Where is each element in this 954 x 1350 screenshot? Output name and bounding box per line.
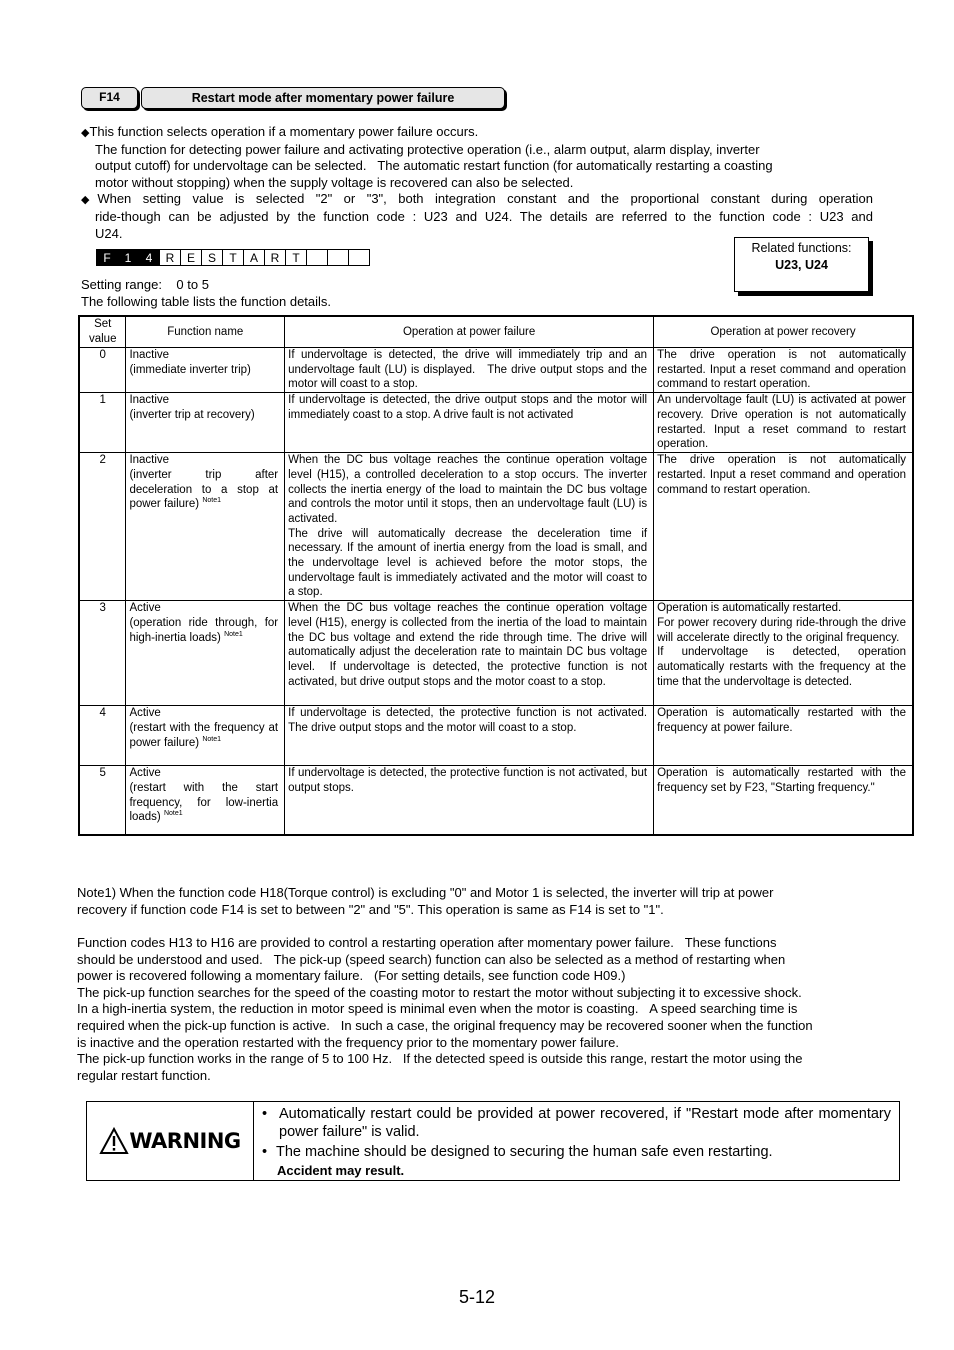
function-name-line2 bbox=[129, 721, 278, 750]
function-name-line1: Inactive bbox=[129, 454, 170, 467]
power-recovery-text-2: For power recovery during ride-through the drive will accelerate directly to the original frequency. If undervoltage is detected, operation automatically restarts with the frequency at the time that the undervoltage is detected. bbox=[657, 616, 906, 688]
lcd-cell: 4 bbox=[138, 249, 160, 266]
note1-line1: Note1) When the function code H18(Torque control) is excluding "0" and Motor 1 is selected, the inverter will trip at power bbox=[77, 885, 774, 900]
warning-triangle-icon bbox=[99, 1127, 129, 1155]
warning-subtext: Accident may result. bbox=[277, 1162, 405, 1178]
table-row bbox=[79, 393, 913, 453]
related-functions-label: Related functions: bbox=[751, 241, 852, 255]
lcd-cell bbox=[306, 249, 328, 266]
intro-bullet2-line2: ride-though can be adjusted by the function code : U23 and U24. The details are referred to the function code : U23 and bbox=[95, 208, 873, 224]
function-name-cell bbox=[126, 453, 285, 601]
note-mark: Note1 bbox=[202, 735, 221, 743]
note-mark: Note1 bbox=[202, 497, 221, 505]
lcd-cell bbox=[327, 249, 349, 266]
function-name-line1: Active bbox=[129, 767, 161, 780]
notes-section bbox=[77, 885, 897, 918]
power-failure-cell: If undervoltage is detected, the drive output stops and the motor will immediately coast to a stop. A drive fault is not activated bbox=[285, 393, 654, 453]
function-name-line1: Active bbox=[129, 707, 161, 720]
function-name-line2: (inverter trip at recovery) bbox=[129, 408, 255, 421]
warning-item bbox=[262, 1106, 891, 1141]
warning-content bbox=[254, 1102, 899, 1180]
note-mark: Note1 bbox=[163, 810, 183, 818]
set-value-cell: 2 bbox=[79, 453, 126, 601]
function-name-line1: Active bbox=[129, 602, 161, 615]
function-name-cell bbox=[126, 348, 285, 393]
function-name-line2: (immediate inverter trip) bbox=[129, 363, 251, 376]
lcd-cell: E bbox=[180, 249, 202, 266]
warning-box bbox=[86, 1101, 900, 1181]
function-name-cell bbox=[126, 706, 285, 766]
header-operation-power-recovery: Operation at power recovery bbox=[654, 316, 913, 348]
function-name-line2 bbox=[129, 468, 278, 512]
table-row bbox=[79, 766, 913, 835]
p3-line2: regular restart function. bbox=[77, 1067, 211, 1083]
bullet-icon: • bbox=[262, 1144, 268, 1160]
header-set-value: Set value bbox=[79, 316, 126, 348]
function-name-line2 bbox=[129, 781, 278, 825]
function-name-line2 bbox=[129, 616, 278, 645]
note-mark: Note1 bbox=[224, 630, 243, 638]
table-header-row bbox=[79, 316, 913, 348]
function-name-cell bbox=[126, 601, 285, 706]
intro-section bbox=[81, 124, 873, 242]
lcd-cell: T bbox=[222, 249, 244, 266]
warning-sign bbox=[99, 1127, 240, 1155]
lcd-cell bbox=[348, 249, 370, 266]
power-recovery-text: Operation is automatically restarted. bbox=[657, 602, 842, 615]
function-name-text: (inverter trip after deceleration to a stop at power failure) bbox=[129, 468, 279, 511]
warning-label-cell bbox=[87, 1102, 254, 1180]
warning-item-text: The machine should be designed to securing the human safe even restarting. bbox=[276, 1144, 773, 1160]
function-code-label: F14 bbox=[81, 87, 138, 109]
power-recovery-cell: The drive operation is not automatically restarted. Input a reset command and operation command to restart operation. bbox=[654, 453, 913, 601]
table-row bbox=[79, 706, 913, 766]
function-name-text: (operation ride through, for high-inertia loads) bbox=[129, 616, 279, 644]
warning-item-text: Automatically restart could be provided at power recovered, if "Restart mode after momentary power failure" is valid. bbox=[279, 1106, 891, 1140]
function-details-table bbox=[78, 315, 914, 836]
power-recovery-cell: Operation is automatically restarted with the frequency set by F23, "Starting frequency." bbox=[654, 766, 913, 835]
diamond-bullet-icon: ◆ bbox=[81, 194, 98, 207]
intro-bullet2-line3: U24. bbox=[95, 225, 123, 241]
power-recovery-cell: Operation is automatically restarted with the frequency at power failure. bbox=[654, 706, 913, 766]
lcd-cell: R bbox=[264, 249, 286, 266]
set-value-cell: 3 bbox=[79, 601, 126, 706]
function-name-text: (restart with the start frequency, for low-inertia loads) bbox=[129, 781, 279, 824]
table-intro: The following table lists the function details. bbox=[81, 294, 332, 309]
p2-line3: required when the pick-up function is active. In such a case, the original frequency may be recovered sooner when the function bbox=[77, 1017, 813, 1033]
page-number: 5-12 bbox=[459, 1287, 496, 1307]
p3-line1: The pick-up function works in the range of 5 to 100 Hz. If the detected speed is outside this range, restart the motor using the bbox=[77, 1051, 803, 1067]
intro-bullet1-line3: output cutoff) for undervoltage can be selected. The automatic restart function (for automatically restarting a coasting bbox=[95, 158, 773, 174]
power-failure-text-2: The drive will automatically decrease the deceleration time if necessary. If the amount of inertia energy from the load is small, and the undervoltage level is achieved before the motor stops, the undervoltage fault is immediately activated and the motor will coast to a stop. bbox=[288, 527, 648, 599]
p2-line2: In a high-inertia system, the reduction in motor speed is minimal even when the motor is coasting. A speed searching time is bbox=[77, 1001, 798, 1017]
function-name-text: (restart with the frequency at power failure) bbox=[129, 721, 279, 749]
p1-line1: Function codes H13 to H16 are provided to control a restarting operation after momentary power failure. These functions bbox=[77, 935, 777, 950]
p1-line2: should be understood and used. The pick-up (speed search) function can also be selected as a method of restarting when bbox=[77, 951, 786, 967]
table-row bbox=[79, 348, 913, 393]
header-operation-power-failure: Operation at power failure bbox=[285, 316, 654, 348]
power-recovery-cell: An undervoltage fault (LU) is activated at power recovery. Drive operation is not automatically restarted. Input a reset command to restart operation. bbox=[654, 393, 913, 453]
bullet-icon: • bbox=[262, 1106, 268, 1122]
lcd-cell: 1 bbox=[117, 249, 139, 266]
function-name-cell bbox=[126, 393, 285, 453]
power-failure-text: When the DC bus voltage reaches the continue operation voltage level (H15), a controlled deceleration to a stop occurs. The inverter collects the inertia energy of the load to maintain the DC bus voltage and controls the motor until it stops, then an undervoltage fault (LU) is activated. bbox=[288, 454, 648, 525]
function-name-cell bbox=[126, 766, 285, 835]
set-value-cell: 0 bbox=[79, 348, 126, 393]
set-value-cell: 1 bbox=[79, 393, 126, 453]
intro-bullet1-line4: motor without stopping) when the supply voltage is recovered can also be selected. bbox=[95, 174, 574, 190]
power-recovery-cell: The drive operation is not automatically restarted. Input a reset command and operation command to restart operation. bbox=[654, 348, 913, 393]
p1-line3: power is recovered following a momentary failure. (For setting details, see function code H09.) bbox=[77, 968, 626, 984]
power-failure-cell: If undervoltage is detected, the drive will immediately trip and an undervoltage fault (LU) is displayed. The drive output stops and the motor will coast to a stop. bbox=[285, 348, 654, 393]
intro-bullet1-line1: This function selects operation if a momentary power failure occurs. bbox=[89, 124, 479, 139]
intro-bullet2-line1: When setting value is selected "2" or "3", both integration constant and the proportional constant during operation bbox=[97, 191, 873, 207]
power-failure-cell: When the DC bus voltage reaches the continue operation voltage level (H15), energy is collected from the inertia of the load to maintain the DC bus voltage and extend the ride through time. The drive will automatically adjust the deceleration rate to maintain DC bus voltage level. If undervoltage is detected, the protective function is not activated, but drive output stops and the motor coast to a stop. bbox=[285, 601, 654, 706]
set-value-cell: 5 bbox=[79, 766, 126, 835]
p2-line4: is inactive and the operation restarted with the frequency prior to the momentary power failure. bbox=[77, 1034, 619, 1050]
table-row bbox=[79, 601, 913, 706]
power-failure-cell: If undervoltage is detected, the protective function is not activated, but output stops. bbox=[285, 766, 654, 835]
warning-label: WARNING bbox=[129, 1129, 241, 1153]
power-recovery-cell bbox=[654, 601, 913, 706]
set-value-cell: 4 bbox=[79, 706, 126, 766]
function-name-line1: Inactive bbox=[129, 349, 170, 361]
lcd-cell: S bbox=[201, 249, 223, 266]
intro-bullet1-line2: The function for detecting power failure and activating protective operation (i.e., alarm output, alarm display, inverter bbox=[95, 141, 760, 157]
p2-line1: The pick-up function searches for the speed of the coasting motor to restart the motor without subjecting it to excessive shock. bbox=[77, 984, 802, 1000]
keypad-display bbox=[97, 249, 370, 266]
diamond-bullet-icon: ◆ bbox=[81, 127, 90, 139]
lcd-cell: R bbox=[159, 249, 181, 266]
setting-range: Setting range: 0 to 5 bbox=[81, 277, 209, 292]
lcd-cell: T bbox=[285, 249, 307, 266]
note1-line2: recovery if function code F14 is set to between "2" and "5". This operation is same as F14 is set to "1". bbox=[77, 901, 664, 917]
power-failure-cell: If undervoltage is detected, the protective function is not activated. The drive output stops and the motor will coast to a stop. bbox=[285, 706, 654, 766]
power-failure-cell bbox=[285, 453, 654, 601]
function-name-line1: Inactive bbox=[129, 394, 170, 407]
warning-item bbox=[262, 1144, 891, 1162]
related-functions-box bbox=[734, 237, 869, 292]
explanation-section bbox=[77, 935, 897, 1084]
header-function-name: Function name bbox=[126, 316, 285, 348]
function-title: Restart mode after momentary power failure bbox=[141, 87, 505, 109]
table-row bbox=[79, 453, 913, 601]
related-functions-codes: U23, U24 bbox=[775, 258, 828, 272]
lcd-cell: A bbox=[243, 249, 265, 266]
lcd-cell: F bbox=[96, 249, 118, 266]
